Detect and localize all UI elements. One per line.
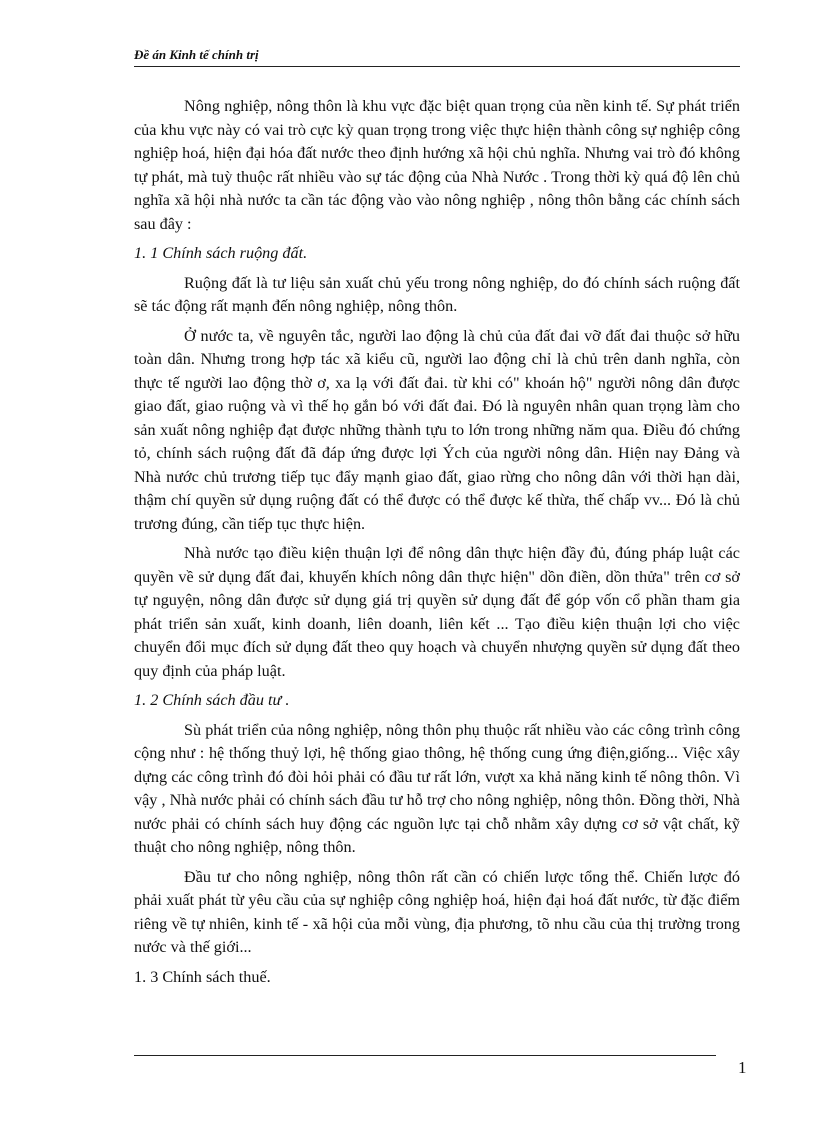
paragraph: Nhà nước tạo điều kiện thuận lợi để nông dân thực hiện đầy đủ, đúng pháp luật các quyền về sử dụng đất đai, khuyến khích nông dân thực hiện" dồn điền, dồn thửa" trên cơ sở tự nguyện, nông dân được sử dụng giá trị quyền sử dụng đất để góp vốn cổ phần tham gia phát triển sản xuất, kinh doanh, liên doanh, liên kết ... Tạo điều kiện thuận lợi cho việc chuyển đổi mục đích sử dụng đất theo quy hoạch và chuyển nhượng quyền sử dụng đất theo quy định của pháp luật. — [134, 544, 740, 680]
section-heading-tax-policy: 1. 3 Chính sách thuế. — [134, 967, 271, 986]
header-title: Đề án Kinh tế chính trị — [134, 47, 259, 62]
footer-divider — [134, 1055, 716, 1056]
intro-paragraph: Nông nghiệp, nông thôn là khu vực đặc biệt quan trọng của nền kinh tế. Sự phát triển của khu vực này có vai trò cực kỳ quan trọng trong việc thực hiện thành công sự nghiệp công nghiệp hoá, hiện đại hóa đất nước theo định hướng xã hội chủ nghĩa. Nhưng vai trò đó không tự phát, mà tuỳ thuộc rất nhiều vào sự tác động của Nhà Nước . Trong thời kỳ quá độ lên chủ nghĩa xã hội nhà nước ta cần tác động vào vào nông nghiệp , nông thôn bằng các chính sách sau đây : — [134, 97, 740, 233]
section-heading-land-policy: 1. 1 Chính sách ruộng đất. — [134, 244, 308, 262]
page-header — [134, 47, 740, 67]
paragraph: Đầu tư cho nông nghiệp, nông thôn rất cần có chiến lược tổng thể. Chiến lược đó phải xuất phát từ yêu cầu của sự nghiệp công nghiệp hoá, hiện đại hoá đất nước, từ đặc điểm riêng về tự nhiên, kinh tế - xã hội của mỗi vùng, địa phương, tõ nhu cầu của thị trường trong nước và thế giới... — [134, 867, 740, 956]
page-number: 1 — [738, 1058, 747, 1077]
paragraph: Sù phát triển của nông nghiệp, nông thôn phụ thuộc rất nhiều vào các công trình công cộng như : hệ thống thuỷ lợi, hệ thống giao thông, hệ thống cung ứng điện,giống... Việc xây dựng các công trình đó đòi hỏi phải có đầu tư rất lớn, vượt xa khả năng kinh tế nông thôn. Vì vậy , Nhà nước phải có chính sách đầu tư hỗ trợ cho nông nghiệp, nông thôn. Đồng thời, Nhà nước phải có chính sách huy động các nguồn lực tại chỗ nhằm xây dựng cơ sở vật chất, kỹ thuật cho nông nghiệp, nông thôn. — [134, 720, 740, 856]
document-body — [134, 95, 740, 995]
paragraph: Ruộng đất là tư liệu sản xuất chủ yếu trong nông nghiệp, do đó chính sách ruộng đất sẽ tác động rất mạnh đến nông nghiệp, nông thôn. — [134, 273, 740, 315]
section-heading-investment-policy: 1. 2 Chính sách đầu tư . — [134, 691, 290, 709]
paragraph: Ở nước ta, về nguyên tắc, người lao động là chủ của đất đai vỡ đất đai thuộc sở hữu toàn dân. Nhưng trong hợp tác xã kiểu cũ, người lao động chỉ là chủ trên danh nghĩa, còn thực tế người lao động thờ ơ, xa lạ với đất đai. từ khi có" khoán hộ" người nông dân được giao đất, giao ruộng và vì thế họ gắn bó với đất đai. Đó là nguyên nhân quan trọng làm cho sản xuất nông nghiệp đạt được những thành tựu to lớn trong những năm qua. Điều đó chứng tỏ, chính sách ruộng đất đã đáp ứng được lợi Ých của người nông dân. Hiện nay Đảng và Nhà nước chủ trương tiếp tục đẩy mạnh giao đất, giao rừng cho nông dân với thời hạn dài, thậm chí quyền sử dụng ruộng đất có thể được có thể được kế thừa, thế chấp vv... Đó là chủ trương đúng, cần tiếp tục thực hiện. — [134, 326, 740, 533]
